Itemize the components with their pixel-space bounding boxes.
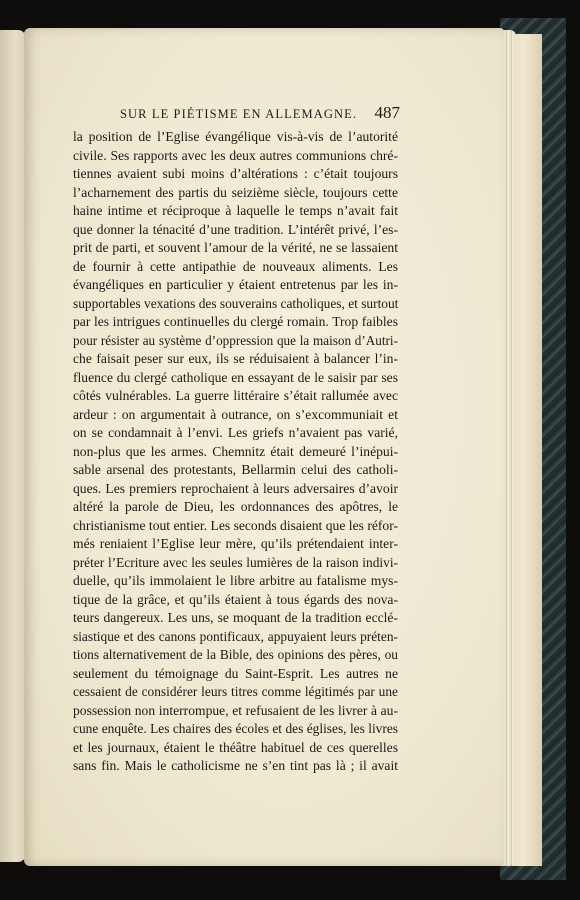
text-line: l’acharnement des partis du seizième siècle, toujours cette xyxy=(73,184,398,200)
text-line: haine intime et réciproque à laquelle le temps n’avait fait xyxy=(73,203,398,218)
text-line: tions alternativement de la Bible, des opinions des pères, ou xyxy=(73,647,398,662)
text-line: de fournir à cette antipathie de nouveaux aliments. Les xyxy=(73,258,398,274)
text-line: cessaient de considérer leurs titres comme légitimés par une xyxy=(73,684,398,699)
text-line: che faisait peser sur eux, ils se réduisaient à balancer l’in- xyxy=(73,351,398,366)
text-line: sans fin. Mais le catholicisme ne s’en tint pas là ; il avait xyxy=(73,758,398,773)
text-line: évangéliques en particulier y étaient entretenus par les in- xyxy=(73,277,398,292)
text-line: fluence du clergé catholique en essayant de le saisir par ses xyxy=(73,369,398,385)
running-head xyxy=(120,103,400,123)
text-line: altéré la parole de Dieu, les ordonnances des apôtres, le xyxy=(73,499,398,514)
text-line: tiennes avaient subi moins d’altérations : c’était toujours xyxy=(73,166,398,181)
text-line: que donner la ténacité d’une tradition. L’intérêt privé, l’es- xyxy=(73,221,398,237)
page-edge-strip xyxy=(512,34,542,866)
text-line: ardeur : on argumentait à outrance, on s’excommuniait et xyxy=(73,406,398,422)
body-text xyxy=(73,128,398,776)
text-line: civile. Ses rapports avec les deux autres communions chré- xyxy=(73,147,398,163)
text-line: cune enquête. Les chaires des écoles et des églises, les livres xyxy=(73,721,398,736)
text-line: non-plus que les armes. Chemnitz était demeuré l’inépui- xyxy=(73,443,398,459)
text-line: sable arsenal des protestants, Bellarmin celui des catholi- xyxy=(73,462,398,477)
text-line: côtés vulnérables. La guerre littéraire s’était rallumée avec xyxy=(73,388,398,403)
text-line: la position de l’Eglise évangélique vis-à-vis de l’autorité xyxy=(73,129,398,144)
running-title: SUR LE PIÉTISME EN ALLEMAGNE. xyxy=(120,107,358,121)
text-line: préter l’Ecriture avec les seules lumières de la raison indivi- xyxy=(73,554,398,570)
text-line: siastique et des canons pontificaux, appuyaient leurs préten- xyxy=(73,628,398,644)
text-line: pour résister au système d’oppression que la maison d’Autri- xyxy=(73,332,398,348)
text-line: teurs dangereux. Les uns, se moquant de la tradition ecclé- xyxy=(73,610,398,625)
text-line: par les intrigues continuelles du clergé romain. Trop faibles xyxy=(73,314,398,329)
text-line: ques. Les premiers reprochaient à leurs adversaires d’avoir xyxy=(73,480,398,496)
text-line: supportables vexations des souverains catholiques, et surtout xyxy=(73,295,399,311)
left-page-edge xyxy=(0,30,26,862)
text-line: prit de parti, et souvent l’amour de la vérité, ne se lassaient xyxy=(73,240,398,255)
text-line: seulement du témoignage du Saint-Esprit. Les autres ne xyxy=(73,665,398,681)
page-number: 487 xyxy=(374,103,400,122)
text-line: duelle, qu’ils immolaient le libre arbitre au fatalisme mys- xyxy=(73,573,398,588)
text-line: christianisme tout entier. Les seconds disaient que les réfor- xyxy=(73,517,398,533)
text-line: tique de la grâce, et qu’ils étaient à tous égards des nova- xyxy=(73,591,398,607)
text-line: possession non interrompue, et refusaient de les livrer à au- xyxy=(73,702,398,718)
text-line: més reniaient l’Eglise leur mère, qu’ils prétendaient inter- xyxy=(73,536,398,551)
text-line: et les journaux, étaient le théâtre habituel de ces querelles xyxy=(73,739,398,755)
text-line: on se condamnait à l’envi. Les griefs n’avaient pas varié, xyxy=(73,425,398,440)
